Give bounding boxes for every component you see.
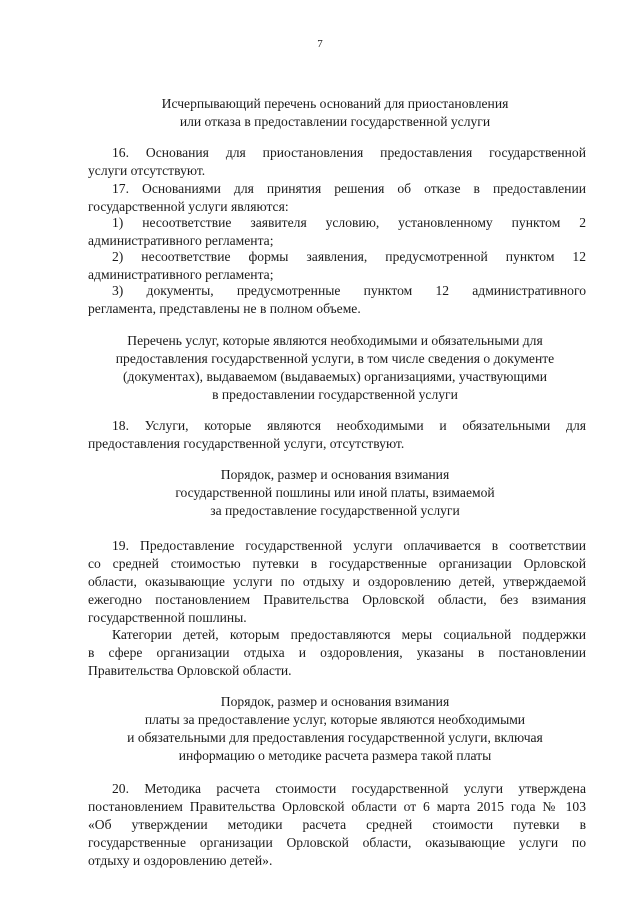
heading-line: и обязательными для предоставления государственной услуги, включая (127, 730, 543, 745)
heading-line: информацию о методике расчета размера такой платы (178, 748, 492, 763)
paragraph-line: предоставления государственной услуги, отсутствуют. (88, 436, 405, 451)
paragraph-line: услуги отсутствуют. (88, 163, 206, 178)
paragraph-line: регламента, представлены не в полном объеме. (88, 301, 361, 316)
heading-line: или отказа в предоставлении государственной услуги (179, 114, 491, 129)
paragraph-line: «Об утверждении методики расчета средней стоимости путевки в (88, 817, 586, 832)
heading-state-fee (60, 466, 610, 520)
paragraph-line: со средней стоимостью путевки в государственные организации Орловской (88, 556, 586, 571)
paragraph-line: в сфере организации отдыха и оздоровления, указаны в постановлении (88, 645, 586, 660)
paragraph-line: 2) несоответствие формы заявления, предусмотренной пунктом 12 (112, 249, 586, 264)
paragraph-line: отдыху и оздоровлению детей». (88, 853, 273, 868)
paragraph-17-item-2 (88, 248, 586, 284)
heading-line: платы за предоставление услуг, которые являются необходимыми (144, 712, 526, 727)
paragraph-18 (88, 417, 586, 453)
paragraph-17 (88, 180, 586, 216)
heading-line: предоставления государственной услуги, в том числе сведения о документе (115, 351, 555, 366)
heading-line: Порядок, размер и основания взимания (220, 467, 450, 482)
paragraph-line: государственной услуги являются: (88, 199, 289, 214)
paragraph-line: 20. Методика расчета стоимости государственной услуги утверждена (112, 781, 586, 796)
paragraph-line: административного регламента; (88, 233, 274, 248)
paragraph-line: административного регламента; (88, 267, 274, 282)
heading-line: государственной пошлины или иной платы, взимаемой (175, 485, 495, 500)
heading-line: Исчерпывающий перечень оснований для приостановления (161, 96, 509, 111)
heading-line: за предоставление государственной услуги (210, 503, 460, 518)
paragraph-line: 19. Предоставление государственной услуги оплачивается в соответствии (112, 538, 586, 553)
page-number: 7 (317, 38, 323, 50)
heading-grounds-for-refusal (60, 95, 610, 131)
paragraph-line: ежегодно постановлением Правительства Орловской области, без взимания (88, 592, 586, 607)
paragraph-line: 1) несоответствие заявителя условию, установленному пунктом 2 (112, 215, 586, 230)
heading-line: в предоставлении государственной услуги (212, 387, 458, 402)
heading-line: Перечень услуг, которые являются необходимыми и обязательными для (127, 333, 543, 348)
paragraph-line: Категории детей, которым предоставляются меры социальной поддержки (112, 627, 586, 642)
paragraph-line: Правительства Орловской области. (88, 663, 292, 678)
paragraph-17-item-1 (88, 214, 586, 250)
heading-line: Порядок, размер и основания взимания (220, 694, 450, 709)
paragraph-line: области, оказывающие услуги по отдыху и оздоровлению детей, утверждаемой (88, 574, 586, 589)
heading-line: (документах), выдаваемом (выдаваемых) организациями, участвующими (123, 369, 547, 384)
paragraph-line: постановлением Правительства Орловской области от 6 марта 2015 года № 103 (88, 799, 586, 814)
paragraph-19 (88, 537, 586, 627)
paragraph-line: 3) документы, предусмотренные пунктом 12 административного (112, 283, 586, 298)
paragraph-20 (88, 780, 586, 870)
paragraph-line: 18. Услуги, которые являются необходимыми и обязательными для (112, 418, 586, 433)
paragraph-line: государственные организации Орловской области, оказывающие услуги по (88, 835, 586, 850)
paragraph-19-categories (88, 626, 586, 680)
paragraph-16 (88, 144, 586, 180)
heading-fee-for-required-services (60, 693, 610, 765)
paragraph-line: 16. Основания для приостановления предоставления государственной (112, 145, 586, 160)
paragraph-17-item-3 (88, 282, 586, 318)
heading-required-services (60, 332, 610, 404)
paragraph-line: 17. Основаниями для принятия решения об отказе в предоставлении (112, 181, 586, 196)
paragraph-line: государственной пошлины. (88, 610, 247, 625)
